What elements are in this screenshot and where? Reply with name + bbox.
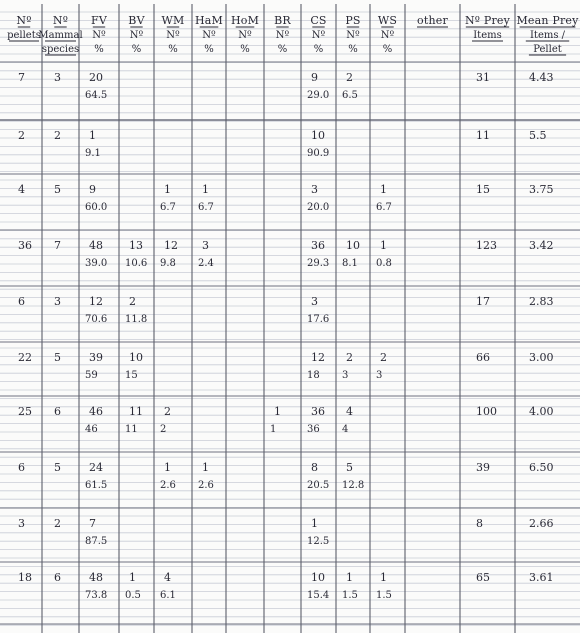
cell-n_pellets: 22	[18, 351, 32, 364]
header-other-line1: other	[417, 14, 448, 27]
cell-ps-percent: 3	[342, 370, 349, 381]
cell-ws-percent: 6.7	[376, 202, 392, 213]
cell-cs-percent: 18	[307, 370, 320, 381]
cell-bv-percent: 11	[125, 424, 138, 435]
header-hom-line2: Nº	[238, 30, 252, 41]
header-ps-line1: PS	[345, 14, 361, 27]
header-mean_prey-line2: Items /	[529, 30, 566, 41]
table-row	[18, 295, 554, 325]
cell-ham-count: 1	[202, 183, 209, 196]
header-br-line2: Nº	[275, 30, 290, 41]
table-row	[18, 239, 554, 269]
header-mean_prey-line3: Pellet	[533, 44, 562, 55]
cell-n_prey_items: 8	[476, 517, 483, 530]
cell-fv-percent: 64.5	[85, 90, 108, 101]
cell-mean_prey: 4.00	[529, 405, 554, 418]
cell-n_pellets: 7	[18, 71, 25, 84]
header-ham-line1: HaM	[194, 14, 224, 27]
cell-fv-count: 48	[89, 239, 103, 252]
header-fv-line3: %	[94, 44, 104, 55]
cell-fv-count: 1	[89, 129, 96, 142]
cell-n_prey_items: 11	[476, 129, 490, 142]
cell-cs-percent: 17.6	[307, 314, 330, 325]
table-row	[18, 405, 554, 435]
cell-n_prey_items: 123	[476, 239, 497, 252]
header-ham-line3: %	[204, 44, 214, 55]
cell-mean_prey: 2.66	[529, 517, 554, 530]
cell-bv-count: 2	[129, 295, 136, 308]
cell-n_prey_items: 17	[476, 295, 490, 308]
header-n_prey_items-line2: Items	[473, 30, 502, 41]
cell-bv-count: 10	[129, 351, 143, 364]
cell-bv-percent: 10.6	[125, 258, 148, 269]
cell-fv-count: 46	[89, 405, 103, 418]
cell-ws-percent: 1.5	[376, 590, 392, 601]
header-wm-line3: %	[168, 44, 178, 55]
cell-wm-percent: 6.7	[160, 202, 176, 213]
cell-mean_prey: 5.5	[529, 129, 547, 142]
cell-cs-percent: 29.0	[307, 90, 330, 101]
cell-n_prey_items: 31	[476, 71, 490, 84]
header-n_mammal_species-line2: Mammal	[38, 30, 83, 41]
cell-cs-count: 12	[311, 351, 325, 364]
cell-wm-percent: 2	[160, 424, 167, 435]
cell-cs-count: 3	[311, 183, 318, 196]
cell-ws-percent: 3	[376, 370, 383, 381]
header-br-line1: BR	[274, 14, 291, 27]
header-wm-line2: Nº	[166, 30, 180, 41]
cell-ps-percent: 6.5	[342, 90, 358, 101]
cell-mean_prey: 2.83	[529, 295, 554, 308]
cell-fv-count: 7	[89, 517, 96, 530]
cell-cs-percent: 12.5	[307, 536, 330, 547]
cell-mean_prey: 3.75	[529, 183, 554, 196]
cell-n_prey_items: 66	[476, 351, 490, 364]
cell-ps-percent: 8.1	[342, 258, 358, 269]
header-cs-line3: %	[313, 44, 324, 55]
cell-cs-count: 36	[311, 239, 325, 252]
table-body	[18, 71, 554, 601]
header-br-line3: %	[277, 44, 288, 55]
cell-ws-percent: 0.8	[376, 258, 392, 269]
cell-n_mammal_species: 2	[54, 517, 61, 530]
cell-ps-percent: 4	[342, 424, 349, 435]
cell-n_pellets: 2	[18, 129, 25, 142]
cell-n_mammal_species: 2	[54, 129, 61, 142]
cell-fv-count: 24	[89, 461, 103, 474]
cell-mean_prey: 3.42	[529, 239, 554, 252]
header-ps-line2: Nº	[346, 30, 360, 41]
cell-fv-count: 12	[89, 295, 103, 308]
cell-fv-percent: 46	[85, 424, 98, 435]
cell-bv-percent: 0.5	[125, 590, 141, 601]
header-hom-line1: HoM	[230, 14, 260, 27]
cell-ps-count: 10	[346, 239, 360, 252]
cell-fv-percent: 87.5	[85, 536, 108, 547]
cell-fv-percent: 73.8	[85, 590, 108, 601]
cell-ws-count: 1	[380, 183, 387, 196]
cell-ps-count: 2	[346, 351, 353, 364]
cell-mean_prey: 4.43	[529, 71, 554, 84]
cell-n_mammal_species: 3	[54, 71, 61, 84]
header-mean_prey-line1: Mean Prey	[516, 14, 579, 27]
cell-fv-count: 48	[89, 571, 103, 584]
cell-cs-count: 36	[311, 405, 325, 418]
cell-ham-percent: 2.4	[198, 258, 214, 269]
cell-fv-count: 9	[89, 183, 96, 196]
cell-wm-percent: 9.8	[160, 258, 176, 269]
cell-wm-count: 4	[164, 571, 171, 584]
cell-n_mammal_species: 6	[54, 405, 61, 418]
cell-cs-percent: 29.3	[307, 258, 330, 269]
cell-n_mammal_species: 5	[54, 351, 61, 364]
cell-fv-percent: 39.0	[85, 258, 108, 269]
cell-wm-percent: 2.6	[160, 480, 176, 491]
cell-bv-count: 1	[129, 571, 136, 584]
cell-wm-percent: 6.1	[160, 590, 176, 601]
cell-n_pellets: 4	[18, 183, 25, 196]
header-n_pellets-line2: pellets	[7, 30, 41, 41]
cell-ps-percent: 1.5	[342, 590, 358, 601]
cell-ws-count: 1	[380, 239, 387, 252]
table-row	[18, 351, 554, 381]
cell-n_mammal_species: 5	[54, 461, 61, 474]
header-bv-line2: Nº	[129, 30, 144, 41]
cell-br-count: 1	[274, 405, 281, 418]
cell-cs-percent: 15.4	[307, 590, 330, 601]
cell-n_mammal_species: 7	[54, 239, 61, 252]
cell-n_mammal_species: 6	[54, 571, 61, 584]
cell-br-percent: 1	[270, 424, 277, 435]
cell-wm-count: 1	[164, 461, 171, 474]
cell-fv-percent: 61.5	[85, 480, 108, 491]
table-row	[18, 571, 554, 601]
table-row	[18, 183, 554, 213]
cell-n_pellets: 18	[18, 571, 32, 584]
header-bv-line3: %	[131, 44, 142, 55]
cell-cs-count: 9	[311, 71, 318, 84]
cell-fv-count: 39	[89, 351, 103, 364]
cell-wm-count: 12	[164, 239, 178, 252]
header-ps-line3: %	[348, 44, 358, 55]
cell-cs-percent: 20.0	[307, 202, 330, 213]
cell-ps-count: 2	[346, 71, 353, 84]
header-n_mammal_species-line1: Nº	[52, 14, 69, 27]
header-ws-line2: Nº	[380, 30, 395, 41]
cell-fv-percent: 70.6	[85, 314, 108, 325]
cell-cs-count: 8	[311, 461, 318, 474]
cell-n_pellets: 36	[18, 239, 32, 252]
cell-ps-count: 1	[346, 571, 353, 584]
header-n_pellets-line1: Nº	[16, 14, 32, 27]
cell-n_pellets: 6	[18, 461, 25, 474]
cell-n_mammal_species: 3	[54, 295, 61, 308]
cell-fv-percent: 59	[85, 370, 98, 381]
header-n_prey_items-line1: Nº Prey	[464, 14, 511, 27]
cell-bv-percent: 11.8	[125, 314, 148, 325]
cell-ham-percent: 2.6	[198, 480, 214, 491]
header-ws-line1: WS	[377, 14, 398, 27]
cell-mean_prey: 6.50	[529, 461, 554, 474]
cell-n_pellets: 6	[18, 295, 25, 308]
cell-fv-percent: 9.1	[85, 148, 101, 159]
header-cs-line1: CS	[310, 14, 327, 27]
table-row	[18, 71, 554, 101]
cell-bv-count: 13	[129, 239, 143, 252]
cell-fv-percent: 60.0	[85, 202, 108, 213]
cell-cs-percent: 36	[307, 424, 320, 435]
cell-mean_prey: 3.00	[529, 351, 554, 364]
cell-cs-percent: 90.9	[307, 148, 330, 159]
cell-ham-percent: 6.7	[198, 202, 214, 213]
cell-bv-percent: 15	[125, 370, 138, 381]
cell-ham-count: 3	[202, 239, 209, 252]
cell-ws-count: 1	[380, 571, 387, 584]
column-rules	[42, 4, 515, 633]
cell-n_prey_items: 65	[476, 571, 490, 584]
header-hom-line3: %	[240, 44, 250, 55]
cell-n_prey_items: 39	[476, 461, 490, 474]
cell-ham-count: 1	[202, 461, 209, 474]
cell-ps-percent: 12.8	[342, 480, 365, 491]
header-ham-line2: Nº	[202, 30, 216, 41]
cell-n_prey_items: 15	[476, 183, 490, 196]
cell-cs-count: 3	[311, 295, 318, 308]
cell-n_pellets: 25	[18, 405, 32, 418]
header-cs-line2: Nº	[311, 30, 326, 41]
header-ws-line3: %	[382, 44, 393, 55]
header-fv-line2: Nº	[92, 30, 106, 41]
cell-cs-count: 10	[311, 129, 325, 142]
cell-cs-count: 1	[311, 517, 318, 530]
header-wm-line1: WM	[161, 14, 185, 27]
table-row	[18, 517, 554, 547]
cell-cs-count: 10	[311, 571, 325, 584]
cell-mean_prey: 3.61	[529, 571, 554, 584]
cell-wm-count: 2	[164, 405, 171, 418]
cell-cs-percent: 20.5	[307, 480, 330, 491]
header-fv-line1: FV	[91, 14, 107, 27]
header-bv-line1: BV	[128, 14, 145, 27]
header-n_mammal_species-line3: species	[41, 44, 80, 55]
cell-bv-count: 11	[129, 405, 143, 418]
cell-ps-count: 5	[346, 461, 353, 474]
cell-wm-count: 1	[164, 183, 171, 196]
cell-n_mammal_species: 5	[54, 183, 61, 196]
cell-n_prey_items: 100	[476, 405, 497, 418]
cell-fv-count: 20	[89, 71, 103, 84]
cell-ws-count: 2	[380, 351, 387, 364]
cell-n_pellets: 3	[18, 517, 25, 530]
cell-ps-count: 4	[346, 405, 353, 418]
